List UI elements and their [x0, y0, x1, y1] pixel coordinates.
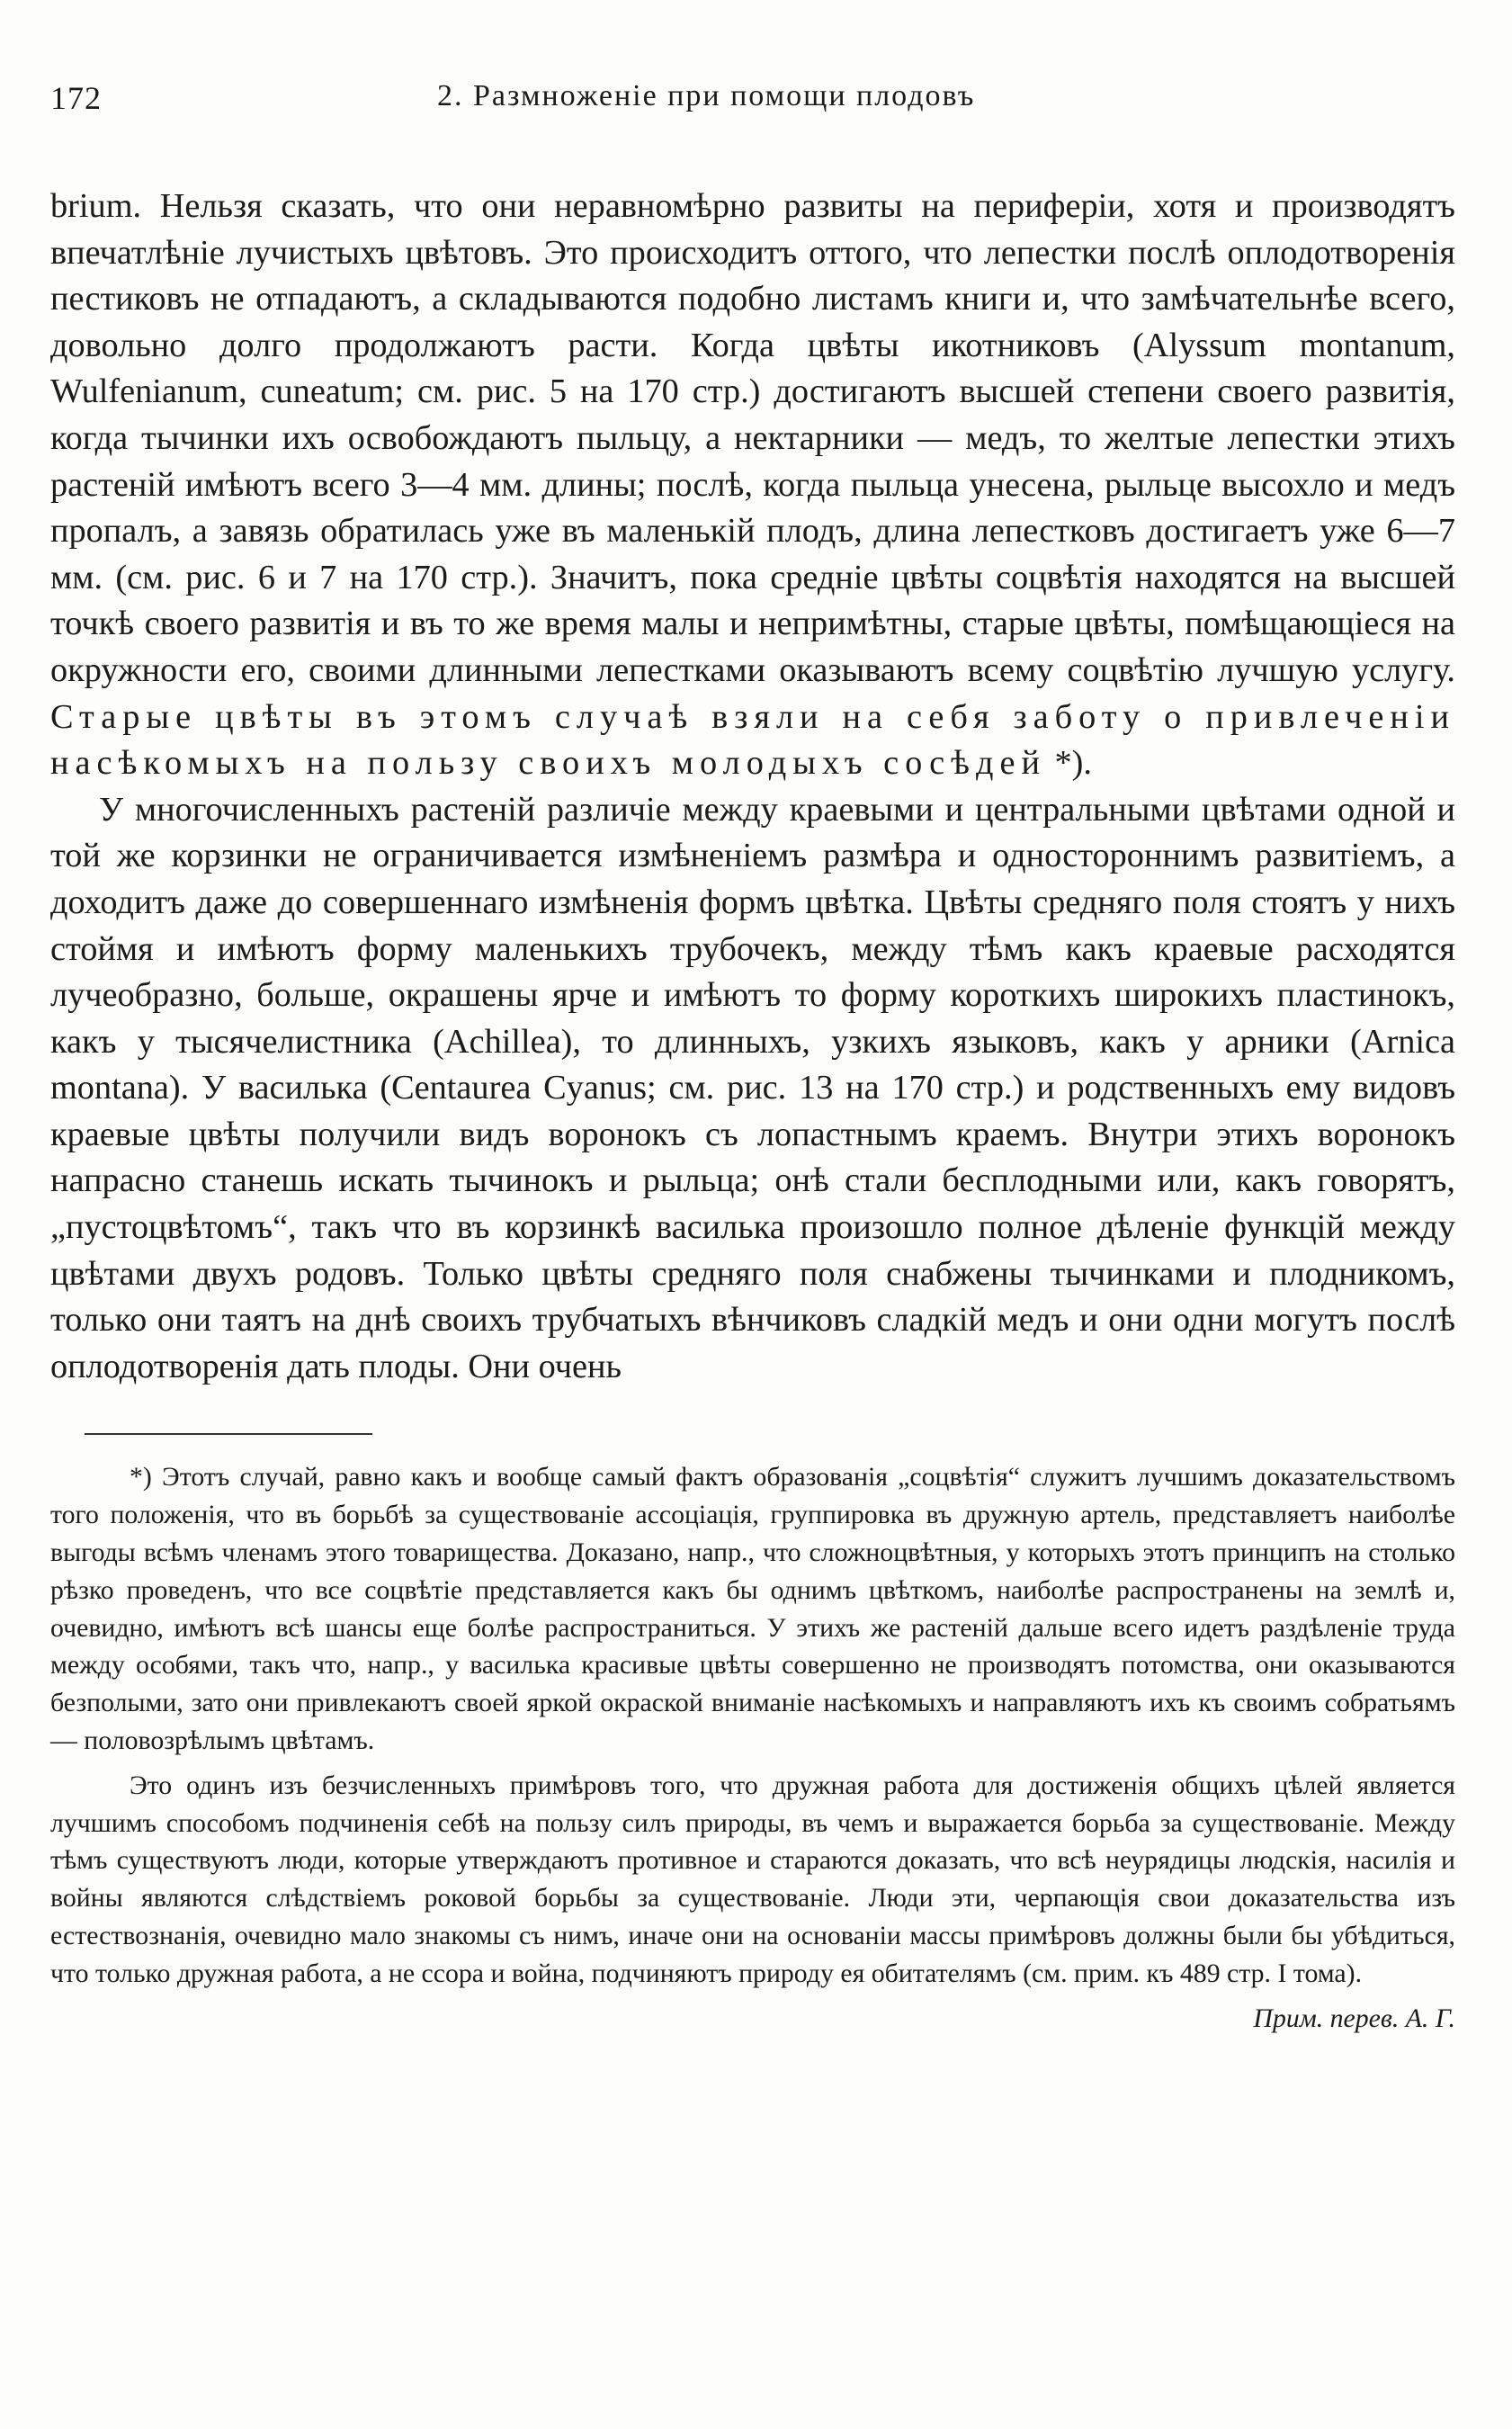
footnotes [50, 1458, 1455, 2037]
running-head: 2. Размноженіе при помощи плодовъ [437, 79, 976, 112]
footnote-marker: *). [1045, 744, 1093, 783]
page-header [50, 79, 1455, 128]
footnote-divider [85, 1433, 372, 1435]
translator-signature: Прим. перев. А. Г. [1253, 2003, 1455, 2033]
paragraph-2: У многочисленныхъ растеній различіе между краевыми и центральными цвѣтами одной и той же корзинки не ограничивается измѣненіемъ размѣра и одностороннимъ развитіемъ, а доходитъ даже до совершеннаго измѣненія формъ цвѣтка. Цвѣты средняго поля стоятъ у нихъ стоймя и имѣютъ форму маленькихъ трубочекъ, между тѣмъ какъ краевые расходятся лучеобразно, больше, окрашены ярче и имѣютъ то форму короткихъ широкихъ пластинокъ, какъ у тысячелистника (Achillea), то длинныхъ, узкихъ языковъ, какъ у арники (Arnica montana). У василька (Centaurea Cyanus; см. рис. 13 на 170 стр.) и родственныхъ ему видовъ краевые цвѣты получили видъ воронокъ съ лопастнымъ краемъ. Внутри этихъ воронокъ напрасно станешь искать тычинокъ и рыльца; онѣ стали бесплодными или, какъ говорятъ, „пустоцвѣтомъ“, такъ что въ корзинкѣ василька произошло полное дѣленіе функцій между цвѣтами двухъ родовъ. Только цвѣты средняго поля снабжены тычинками и плодникомъ, только они таятъ на днѣ своихъ трубчатыхъ вѣнчиковъ сладкій медъ и они одни могутъ послѣ оплодотворенія дать плоды. Они очень [50, 790, 1455, 1385]
paragraph-1-text: brium. Нельзя сказать, что они неравномѣрно развиты на периферіи, хотя и производятъ впечатлѣніе лучистыхъ цвѣтовъ. Это происходитъ оттого, что лепестки послѣ оплодотворенія пестиковъ не отпадаютъ, а складываются подобно листамъ книги и, что замѣчательнѣе всего, довольно долго продолжаютъ расти. Когда цвѣты икотниковъ (Alyssum montanum, Wulfenianum, cuneatum; см. рис. 5 на 170 стр.) достигаютъ высшей степени своего развитія, когда тычинки ихъ освобождаютъ пыльцу, а нектарники — медъ, то желтые лепестки этихъ растеній имѣютъ всего 3—4 мм. длины; послѣ, когда пыльца унесена, рыльце высохло и медъ пропалъ, а завязь обратилась уже въ маленькій плодъ, длина лепестковъ достигаетъ уже 6—7 мм. (см. рис. 6 и 7 на 170 стр.). Значитъ, пока средніе цвѣты соцвѣтія находятся на высшей точкѣ своего развитія и въ то же время малы и непримѣтны, старые цвѣты, помѣщающіеся на окружности его, своими длинными лепестками оказываютъ всему соцвѣтію лучшую услугу. [50, 187, 1455, 689]
paragraph-1 [50, 184, 1455, 787]
footnote-1: *) Этотъ случай, равно какъ и вообще самый фактъ образованія „соцвѣтія“ служитъ лучшимъ доказательствомъ того положенія, что въ борьбѣ за существованіе ассоціація, группировка въ дружную артель, представляетъ наиболѣе выгоды всѣмъ членамъ этого товарищества. Доказано, напр., что сложноцвѣтныя, у которыхъ этотъ принципъ на столько рѣзко проведенъ, что все соцвѣтіе представляется какъ бы однимъ цвѣткомъ, наиболѣе распространены на землѣ и, очевидно, имѣютъ всѣ шансы еще болѣе распространиться. У этихъ же растеній дальше всего идетъ раздѣленіе труда между особями, такъ что, напр., у василька красивые цвѣты совершенно не производятъ потомства, они оказываются безполыми, зато они привлекаютъ своей яркой окраской вниманіе насѣкомыхъ и направляютъ ихъ къ своимъ собратьямъ — половозрѣлымъ цвѣтамъ. [50, 1462, 1455, 1756]
main-text [50, 184, 1455, 1390]
footnote-2: Это одинъ изъ безчисленныхъ примѣровъ того, что дружная работа для достиженія общихъ цѣлей является лучшимъ способомъ подчиненія себѣ на пользу силъ природы, въ чемъ и выражается борьба за существованіе. Между тѣмъ существуютъ люди, которые утверждаютъ противное и стараются доказать, что всѣ неурядицы людскія, насилія и войны являются слѣдствіемъ роковой борьбы за существованіе. Люди эти, черпающія свои доказательства изъ естествознанія, очевидно мало знакомы съ нимъ, иначе они на основаніи массы примѣровъ должны были бы убѣдиться, что только дружная работа, а не ссора и война, подчиняютъ природу ея обитателямъ (см. прим. къ 489 стр. I тома). [50, 1770, 1455, 1988]
book-page [50, 79, 1455, 2037]
page-number: 172 [50, 80, 102, 116]
paragraph-1-emphasis: Старые цвѣты въ этомъ случаѣ взяли на себя заботу о привлеченіи насѣкомыхъ на пользу своихъ молодыхъ сосѣдей [50, 697, 1455, 783]
